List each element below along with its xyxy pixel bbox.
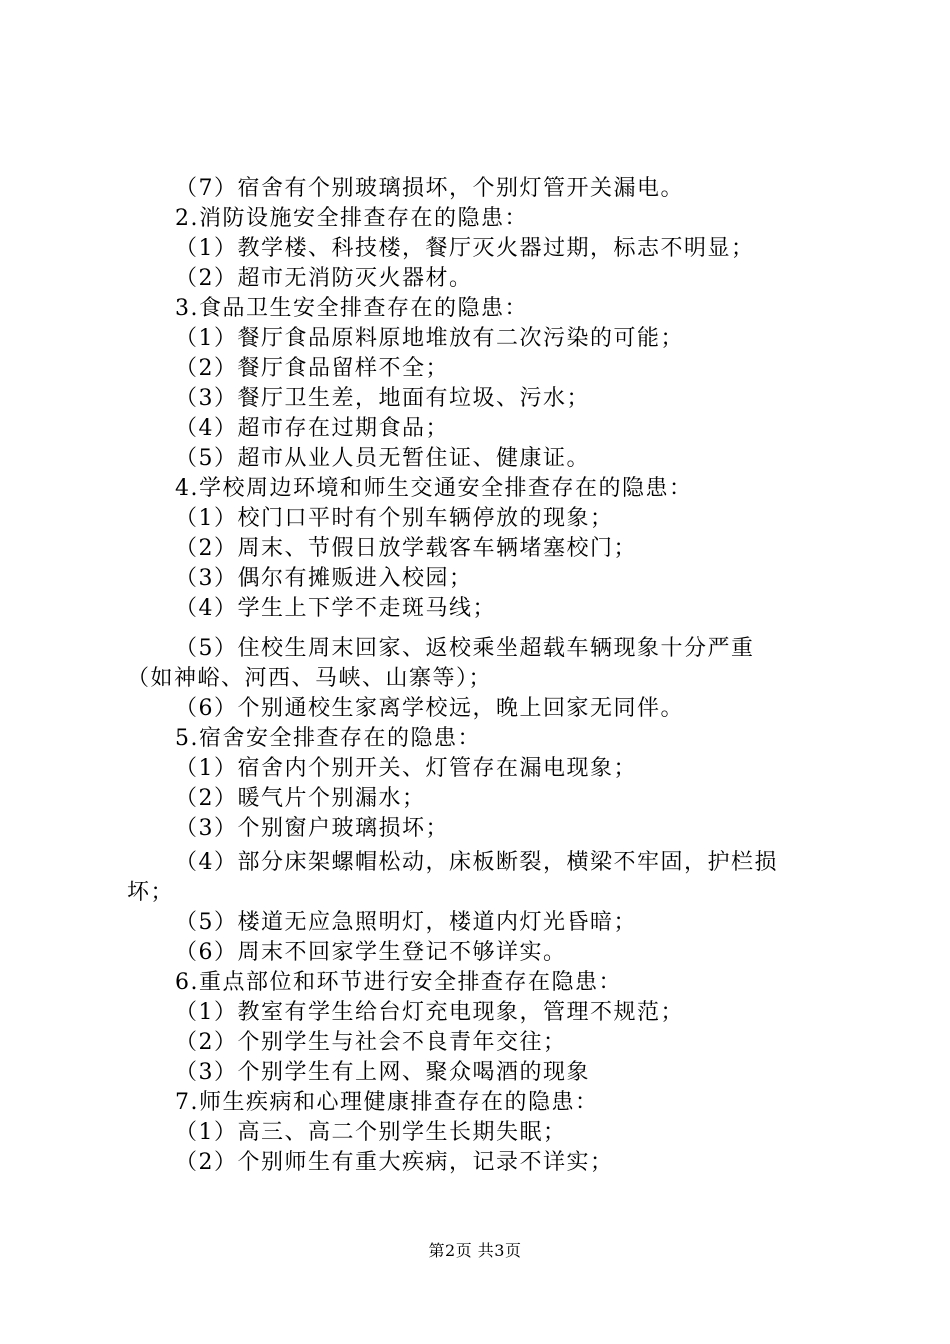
text-line: （1）宿舍内个别开关、灯管存在漏电现象；	[175, 756, 637, 781]
section-heading: 4.学校周边环境和师生交通安全排查存在的隐患：	[175, 476, 693, 501]
text-line: （3）个别窗户玻璃损坏；	[175, 816, 449, 841]
section-heading: 7.师生疾病和心理健康排查存在的隐患：	[175, 1090, 599, 1115]
text-line: （6）个别通校生家离学校远，晚上回家无同伴。	[175, 696, 684, 721]
text-line: （2）超市无消防灭火器材。	[175, 266, 473, 291]
text-line: （2）周末、节假日放学载客车辆堵塞校门；	[175, 536, 637, 561]
section-heading: 5.宿舍安全排查存在的隐患：	[175, 726, 481, 751]
text-line-continuation: （如神峪、河西、马峡、山寨等）；	[127, 666, 493, 691]
text-line: （2）餐厅食品留样不全；	[175, 356, 449, 381]
section-heading: 6.重点部位和环节进行安全排查存在隐患：	[175, 970, 622, 995]
text-line: （5）超市从业人员无暂住证、健康证。	[175, 446, 590, 471]
text-line: （4）部分床架螺帽松动，床板断裂，横梁不牢固，护栏损	[175, 850, 778, 875]
text-line: （2）个别师生有重大疾病，记录不详实；	[175, 1150, 614, 1175]
text-line: （2）暖气片个别漏水；	[175, 786, 426, 811]
text-line: （7）宿舍有个别玻璃损坏，个别灯管开关漏电。	[175, 176, 684, 201]
page-footer: 第2页 共3页	[428, 1241, 522, 1260]
text-line: （4）学生上下学不走斑马线；	[175, 596, 496, 621]
text-line: （1）餐厅食品原料原地堆放有二次污染的可能；	[175, 326, 684, 351]
text-line: （5）楼道无应急照明灯，楼道内灯光昏暗；	[175, 910, 637, 935]
text-line: （1）高三、高二个别学生长期失眠；	[175, 1120, 567, 1145]
text-line: （5）住校生周末回家、返校乘坐超载车辆现象十分严重	[175, 636, 755, 661]
text-line: （3）偶尔有摊贩进入校园；	[175, 566, 473, 591]
text-line: （1）教室有学生给台灯充电现象，管理不规范；	[175, 1000, 684, 1025]
section-heading: 3.食品卫生安全排查存在的隐患：	[175, 296, 528, 321]
text-line: （3）餐厅卫生差，地面有垃圾、污水；	[175, 386, 590, 411]
text-line: （3）个别学生有上网、聚众喝酒的现象	[175, 1060, 590, 1085]
text-line: （1）校门口平时有个别车辆停放的现象；	[175, 506, 614, 531]
text-line: （4）超市存在过期食品；	[175, 416, 449, 441]
text-line: （2）个别学生与社会不良青年交往；	[175, 1030, 567, 1055]
text-line: （6）周末不回家学生登记不够详实。	[175, 940, 567, 965]
text-line: （1）教学楼、科技楼，餐厅灭火器过期，标志不明显；	[175, 236, 755, 261]
section-heading: 2.消防设施安全排查存在的隐患：	[175, 206, 528, 231]
text-line-continuation: 坏；	[127, 880, 175, 905]
